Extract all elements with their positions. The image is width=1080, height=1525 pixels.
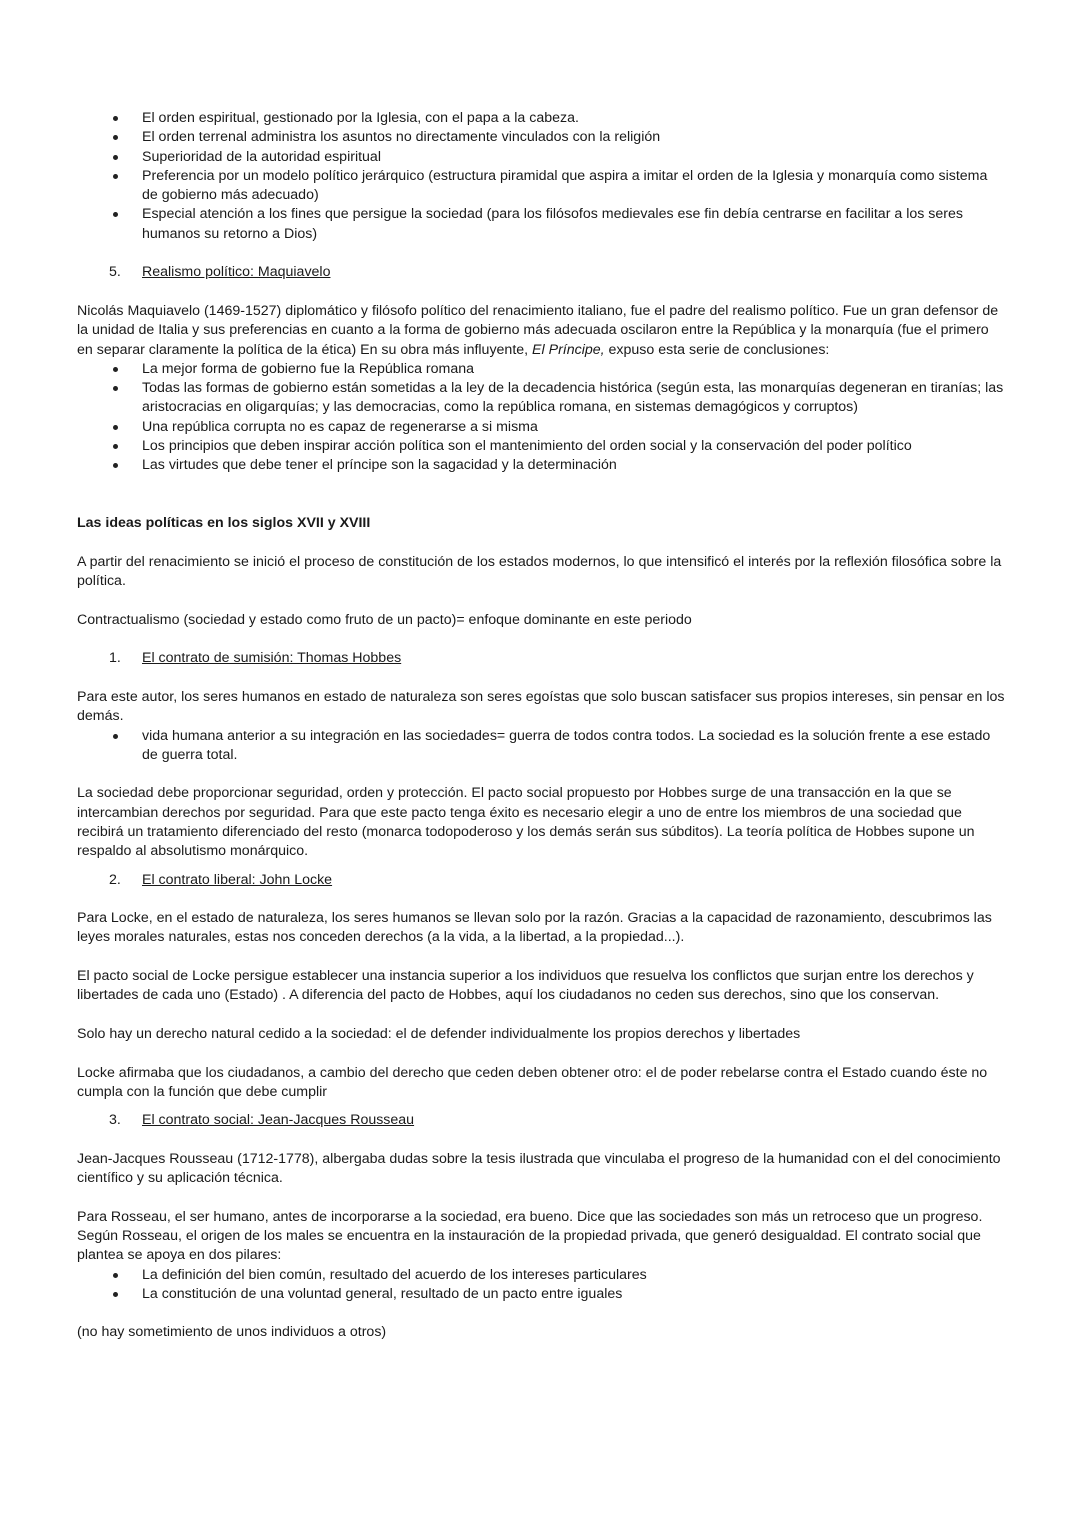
list-item: La definición del bien común, resultado del acuerdo de los intereses particulares (77, 1266, 1007, 1285)
paragraph-locke-2: El pacto social de Locke persigue establecer una instancia superior a los individuos que resuelva los conflictos que surjan entre los derechos y libertades de cada uno (Estado) . A diferencia del pacto de Hobbes, aquí los ciudadanos no ceden sus derechos, sino que los conservan. (77, 968, 974, 1004)
paragraph-contractualismo: Contractualismo (sociedad y estado como fruto de un pacto)= enfoque dominante en este periodo (77, 611, 692, 628)
section-title: El contrato social: Jean-Jacques Rousseau (142, 1112, 415, 1129)
section-heading-hobbes (77, 649, 1007, 668)
document-page (77, 109, 1007, 1343)
list-item: El orden espiritual, gestionado por la Iglesia, con el papa a la cabeza. (77, 109, 1007, 128)
list-item: Preferencia por un modelo político jerárquico (estructura piramidal que aspira a imitar el orden de la Iglesia y monarquía como sistema de gobierno más adecuado) (77, 167, 1007, 206)
list-item: Todas las formas de gobierno están sometidas a la ley de la decadencia histórica (según esta, las monarquías degeneran en tiranías; las aristocracias en oligarquías; y las democracias, como la república romana, en sistemas demagógicos y corruptos) (77, 379, 1007, 418)
list-item: Una república corrupta no es capaz de regenerarse a si misma (77, 418, 1007, 437)
list-item: Superioridad de la autoridad espiritual (77, 148, 1007, 167)
paragraph-locke-3: Solo hay un derecho natural cedido a la sociedad: el de defender individualmente los propios derechos y libertades (77, 1025, 801, 1042)
section-number: 1. (109, 650, 121, 667)
list-item: vida humana anterior a su integración en las sociedades= guerra de todos contra todos. La sociedad es la solución frente a ese estado de guerra total. (77, 727, 1007, 766)
section-title: El contrato liberal: John Locke (142, 871, 333, 888)
paragraph-hobbes-2: La sociedad debe proporcionar seguridad, orden y protección. El pacto social propuesto por Hobbes surge de una transacción en la que se intercambian derechos por seguridad. Para que este pacto tenga éxito es necesario elegir a uno de entre los miembros de una sociedad que recibirá un tratamiento diferenciado del resto (monarca todopoderoso y los demás serán sus súbditos). La teoría política de Hobbes supone un respaldo al absolutismo monárquico. (77, 785, 975, 860)
list-item: Las virtudes que debe tener el príncipe son la sagacidad y la determinación (77, 456, 1007, 475)
paragraph-maquiavelo (77, 302, 1007, 360)
maquiavelo-list (77, 360, 1007, 476)
section-title: Realismo político: Maquiavelo (142, 264, 331, 281)
paragraph-locke-1: Para Locke, en el estado de naturaleza, los seres humanos se llevan solo por la razón. Gracias a la capacidad de razonamiento, descubrimos las leyes morales naturales, estas nos conceden derechos (a la vida, a la libertad, a la propiedad...). (77, 910, 992, 946)
paragraph-closing: (no hay sometimiento de unos individuos a otros) (77, 1324, 387, 1341)
section-heading-xvii-xviii: Las ideas políticas en los siglos XVII y XVIII (77, 515, 371, 532)
text-span: expuso esta serie de conclusiones: (604, 341, 830, 358)
list-item: El orden terrenal administra los asuntos no directamente vinculados con la religión (77, 128, 1007, 147)
list-item: Especial atención a los fines que persigue la sociedad (para los filósofos medievales ese fin debía centrarse en facilitar a los seres humanos su retorno a Dios) (77, 205, 1007, 244)
section-heading-rousseau (77, 1111, 1007, 1130)
list-item: La constitución de una voluntad general, resultado de un pacto entre iguales (77, 1285, 1007, 1304)
paragraph-rousseau-2: Para Rosseau, el ser humano, antes de incorporarse a la sociedad, era bueno. Dice que las sociedades son más un retroceso que un progreso. Según Rosseau, el origen de los males se encuentra en la instauración de la propiedad privada, que generó desigualdad. El contrato social que plantea se apoya en dos pilares: (77, 1208, 983, 1264)
section-number: 5. (109, 264, 121, 281)
book-title: El Príncipe, (532, 341, 605, 358)
paragraph-locke-4: Locke afirmaba que los ciudadanos, a cambio del derecho que ceden deben obtener otro: el de poder rebelarse contra el Estado cuando éste no cumpla con la función que debe cumplir (77, 1064, 988, 1100)
section-number: 3. (109, 1112, 121, 1129)
text-span: Nicolás Maquiavelo (1469-1527) diplomático y filósofo político del renacimiento italiano, fue el padre del realismo político. Fue un gran defensor de la unidad de Italia y sus preferencias en cuanto a la forma de gobierno más adecuada oscilaron entre la República y la monarquía (fue el primero en separar claramente la política de la ética) En su obra más influyente, (77, 302, 999, 358)
list-item: La mejor forma de gobierno fue la República romana (77, 360, 1007, 379)
list-item: Los principios que deben inspirar acción política son el mantenimiento del orden social y la conservación del poder político (77, 437, 1007, 456)
section-number: 2. (109, 871, 121, 888)
paragraph-intro: A partir del renacimiento se inició el proceso de constitución de los estados modernos, lo que intensificó el interés por la reflexión filosófica sobre la política. (77, 553, 1002, 590)
rousseau-list (77, 1266, 1007, 1305)
section-heading-maquiavelo (77, 263, 1007, 282)
section-title: El contrato de sumisión: Thomas Hobbes (142, 650, 402, 667)
section-heading-locke (77, 871, 1007, 890)
paragraph-hobbes-1: Para este autor, los seres humanos en estado de naturaleza son seres egoístas que solo buscan satisfacer sus propios intereses, sin pensar en los demás. (77, 688, 1005, 725)
paragraph-rousseau-1: Jean-Jacques Rousseau (1712-1778), albergaba dudas sobre la tesis ilustrada que vinculaba el progreso de la humanidad con el del conocimiento científico y su aplicación técnica. (77, 1150, 1001, 1187)
hobbes-list (77, 727, 1007, 766)
medieval-list (77, 109, 1007, 244)
